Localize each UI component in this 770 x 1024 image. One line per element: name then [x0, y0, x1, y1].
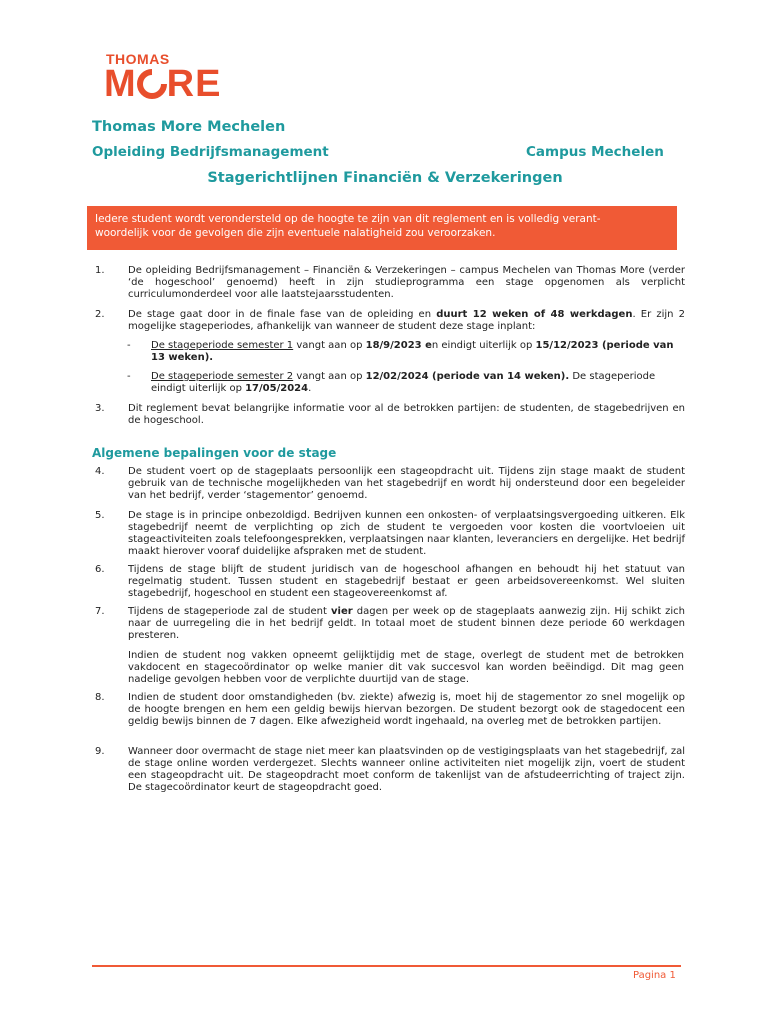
item-text: De stage is in principe onbezoldigd. Bedrijven kunnen een onkosten- of verplaatsingsvergoeding uitkeren. Elk stagebedrijf neemt de verplichting op zich de student te vergoeden voor kosten die voortvloeien uit stageactiviteiten zoals telefoongesprekken, verplaatsingen naar klanten, leveranciers en dergelijke. Het bedrijf maakt hierover vooraf duidelijke afspraken met de student.	[128, 510, 685, 557]
sub-item-semester-1: - De stageperiode semester 1 vangt aan op 18/9/2023 en eindigt uiterlijk op 15/12/2023 (periode van 13 weken).	[127, 340, 674, 363]
item-number: 5.	[95, 510, 105, 521]
item-text: De opleiding Bedrijfsmanagement – Financiën & Verzekeringen – campus Mechelen van Thomas More (verder ‘de hogeschool’ genoemd) heeft in zijn studieprogramma een stage opgenomen als verplicht curriculumonderdeel voor alle laatstejaarsstudenten.	[128, 265, 685, 300]
list-item-6	[95, 564, 685, 600]
campus-name: Campus Mechelen	[526, 144, 664, 160]
list-item-7	[95, 606, 685, 642]
item-text: Tijdens de stageperiode zal de student vier dagen per week op de stageplaats aanwezig zijn. Hij schikt zich naar de uurregeling die in het bedrijf geldt. In totaal moet de student binnen deze periode 60 werkdagen presteren.	[128, 606, 685, 641]
item-text: De stage gaat door in de finale fase van de opleiding en duurt 12 weken of 48 werkdagen. Er zijn 2 mogelijke stageperiodes, afhankelijk van wanneer de student deze stage inplant:	[128, 309, 685, 332]
section-heading: Algemene bepalingen voor de stage	[92, 446, 337, 460]
list-item-9	[95, 746, 685, 794]
thomas-more-logo	[104, 51, 222, 105]
item-number: 9.	[95, 746, 105, 757]
semester-1-link: De stageperiode semester 1	[151, 340, 294, 351]
item-number: 4.	[95, 466, 105, 477]
notice-line-2: woordelijk voor de gevolgen die zijn eventuele nalatigheid zou veroorzaken.	[95, 227, 496, 239]
logo-o-icon	[137, 69, 167, 99]
notice-line-1: Iedere student wordt verondersteld op de hoogte te zijn van dit reglement en is volledig verant-	[95, 213, 601, 225]
page-number: Pagina 1	[633, 970, 676, 981]
list-item-5	[95, 510, 685, 558]
organization-name: Thomas More Mechelen	[92, 119, 286, 135]
list-item-3	[95, 403, 685, 427]
list-item-8	[95, 692, 685, 728]
item-number: 3.	[95, 403, 105, 414]
logo-line-1: THOMAS	[106, 51, 170, 67]
footer-divider	[92, 965, 681, 967]
sub-item-semester-2: - De stageperiode semester 2 vangt aan op 12/02/2024 (periode van 14 weken). De stageperiode eindigt uiterlijk op 17/05/2024.	[127, 371, 656, 394]
item-text: Wanneer door overmacht de stage niet meer kan plaatsvinden op de vestigingsplaats van het stagebedrijf, zal de stage online worden verdergezet. Slechts wanneer online activiteiten niet mogelijk zijn, voert de student een stageopdracht uit. De stageopdracht moet conform de takenlijst van de afstudeerrichting of traject zijn. De stagecoördinator keurt de stageopdracht goed.	[128, 746, 685, 793]
item-7-paragraph: Indien de student nog vakken opneemt gelijktijdig met de stage, overlegt de student met de betrokken vakdocent en stagecoördinator op welke manier dit vak succesvol kan worden beëindigd. Dit mag geen nadelige gevolgen hebben voor de verplichte duurtijd van de stage.	[128, 650, 684, 685]
item-number: 7.	[95, 606, 105, 617]
semester-2-link: De stageperiode semester 2	[151, 371, 294, 382]
item-text: Tijdens de stage blijft de student juridisch van de hogeschool afhangen en behoudt hij het statuut van regelmatig student. Tussen student en stagebedrijf bestaat er geen arbeidsovereenkomst. Wel sluiten stagebedrijf, hogeschool en student een stageovereenkomst af.	[128, 564, 685, 599]
program-name: Opleiding Bedrijfsmanagement	[92, 144, 329, 160]
item-text: Dit reglement bevat belangrijke informatie voor al de betrokken partijen: de studenten, de stagebedrijven en de hogeschool.	[128, 403, 685, 426]
item-number: 6.	[95, 564, 105, 575]
item-number: 2.	[95, 309, 105, 320]
list-item-4	[95, 466, 685, 502]
list-item-1	[95, 265, 685, 301]
item-text: De student voert op de stageplaats persoonlijk een stageopdracht uit. Tijdens zijn stage maakt de student gebruik van de technische mogelijkheden van het stagebedrijf en wordt hij ondersteund door een begeleider van het bedrijf, verder ‘stagementor’ genoemd.	[128, 466, 685, 501]
notice-banner	[87, 206, 677, 250]
item-number: 8.	[95, 692, 105, 703]
list-item-2	[95, 309, 685, 333]
document-title: Stagerichtlijnen Financiën & Verzekeringen	[207, 170, 563, 186]
item-text: Indien de student door omstandigheden (bv. ziekte) afwezig is, moet hij de stagementor zo snel mogelijk op de hoogte brengen en hem een geldig bewijs hiervan bezorgen. De student bezorgt ook de stagedocent een geldig bewijs binnen de 7 dagen. Elke afwezigheid wordt ingehaald, na overleg met de betrokken partijen.	[128, 692, 685, 727]
logo-line-2: M RE	[104, 63, 222, 105]
item-number: 1.	[95, 265, 105, 276]
